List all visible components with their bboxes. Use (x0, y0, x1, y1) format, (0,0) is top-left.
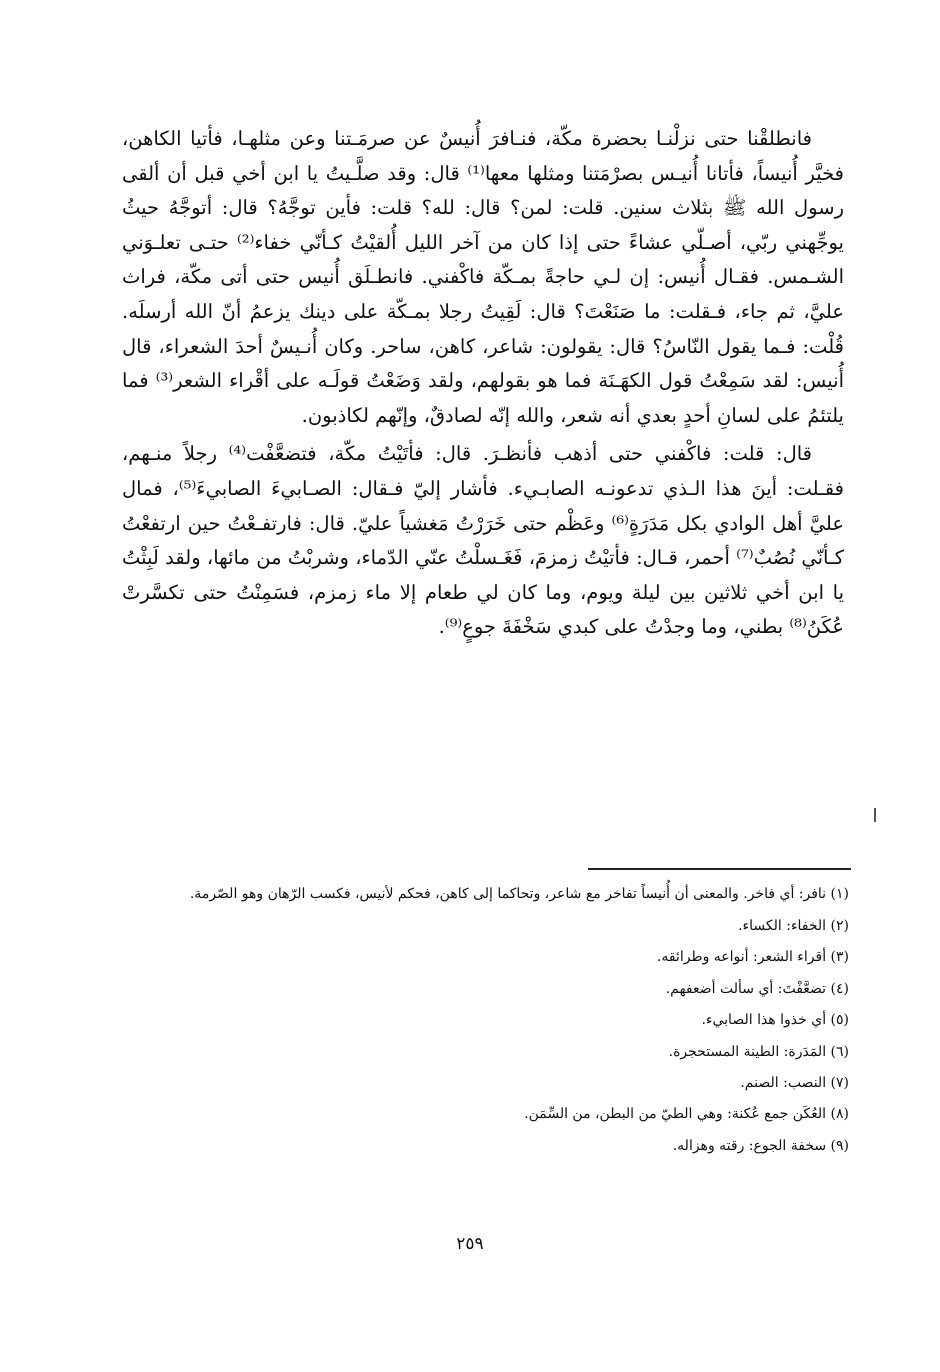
paragraph-1: فانطلقْنا حتى نزلْنـا بحضرة مكّة، فنـافرَ أُنيسٌ عن صرمَـتنا وعن مثلهـا، فأتيا الكاهن، فخيَّر أُنيساً، فأتانا أُنيـس بصرْمَتنا ومثلها معها⁽¹⁾ قال: وقد صلَّـيتُ يا ابن أخي قبل أن ألقى رسول الله ﷺ بثلاث سنين. قلت: لمن؟ قال: لله؟ قلت: فأين توجَّهُ؟ قال: أتوجَّهُ حيثُ يوجِّهني ربّي، أصـلّي عشاءً حتى إذا كان من آخر الليل أُلقيْتُ كـأنّي خفاء⁽²⁾ حتـى تعلـوَني الشـمس. فقـال أُنيس: إن لـي حاجةً بمـكّة فاكْفني. فانطـلَق أُنيس حتى أتى مكّة، فراث عليَّ، ثم جاء، فـقلت: ما صَنَعْتَ؟ قال: لَقِيتُ رجلا بمـكّة على دينك يزعمُ أنّ الله أرسلَه. قُلْت: فـما يقول النّاسُ؟ قال: يقولون: شاعر، كاهن، ساحر. وكان أُنـيسٌ أحدَ الشعراء، قال أُنيس: لقد سَمِعْتُ قول الكهَـنَة فما هو بقولهم، ولقد وَضَعْتُ قولَـه على أقْراء الشعر⁽³⁾ فما يلتئمُ على لسانِ أحدٍ بعدي أنه شعر، والله إنّه لصادقٌ، وإنّهم لكاذبون. (122, 127, 844, 427)
main-text (122, 122, 844, 649)
page-number: ٢٥٩ (456, 1234, 484, 1254)
footnote-5: (٥) أي خذوا هذا الصابيء. (701, 1012, 849, 1029)
footnote-4: (٤) تضعَّفْتَ: أي سألت أضعفهم. (665, 980, 849, 997)
paragraph-2: قال: قلت: فاكْفني حتى أذهب فأنظـرَ. قال: فأتَيْتُ مكّة، فتضعَّفْت⁽⁴⁾ رجلاً منـهم، فقـلت: أينَ هذا الـذي تدعونـه الصابـيء. فأشار إليّ فـقال: الصـابيءَ الصابيءَ⁽⁵⁾، فمال عليَّ أهل الوادي بكل مَدَرَةٍ⁽⁶⁾ وعَظْم حتى خَرَرْتُ مَغشياً عليّ. قال: فارتفـعْتُ حين ارتفعْتُ كـأنّي نُصُبٌ⁽⁷⁾ أحمر، قـال: فأتيْتُ زمزمَ، فَغَـسلْتُ عنّي الدّماء، وشربْتُ من مائها، ولقد لَبِثْتُ يا ابن أخي ثلاثين بين ليلة ويوم، وما كان لي طعام إلا ماء زمزم، فسَمِنْتُ حتى تكسَّرتْ عُكَنُ⁽⁸⁾ بطني، وما وجدْتُ على كبدي سَخْفَةَ جوعٍ⁽⁹⁾. (122, 442, 844, 639)
footnote-2: (٢) الخفاء: الكساء. (738, 918, 849, 934)
footnote-3: (٣) أقراء الشعر: أنواعه وطرائقه. (656, 949, 849, 966)
margin-mark (874, 808, 876, 822)
footnote-6: (٦) المَدَرة: الطينة المستحجرة. (668, 1043, 849, 1060)
footnotes (122, 881, 849, 1162)
footnote-9: (٩) سخفة الجوع: رقته وهزاله. (672, 1137, 849, 1154)
footnote-1: (١) نافر: أي فاخر. والمعنى أن أُنيساً تفاخر مع شاعر، وتحاكما إلى كاهن، فحكم لأنيس، فكسب الرّهان وهو الصّرمة. (189, 886, 849, 902)
footnote-7: (٧) النصب: الصنم. (740, 1075, 849, 1092)
footnote-8: (٨) العُكَن جمع عُكنة: وهي الطيّ من البطن، من السِّمَن. (524, 1106, 849, 1123)
footnote-separator (588, 868, 851, 870)
